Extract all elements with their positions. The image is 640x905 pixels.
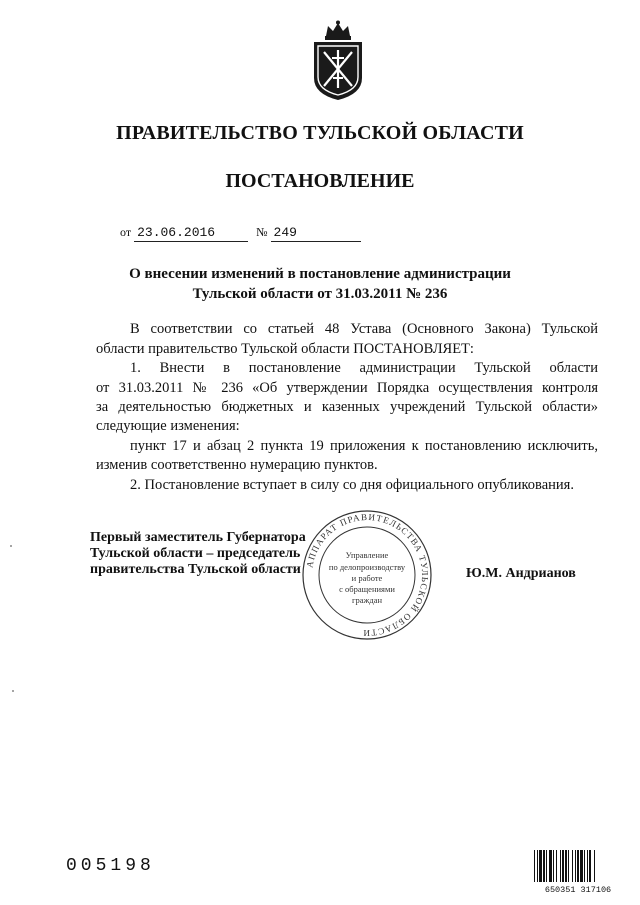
barcode: [532, 848, 624, 894]
barcode-bar: [572, 850, 573, 882]
number-label: №: [256, 225, 268, 239]
document-date: 23.06.2016: [134, 225, 248, 242]
barcode-bar: [562, 850, 564, 882]
date-label: от: [120, 225, 132, 239]
barcode-number: 650351 317106: [544, 885, 612, 894]
body-line: области правительство Тульской области ПОСТАНОВЛЯЕТ:: [96, 341, 474, 357]
barcode-bar: [534, 850, 535, 882]
barcode-bar: [549, 850, 552, 882]
signer-position-line: Первый заместитель Губернатора: [90, 530, 306, 545]
barcode-bar: [539, 850, 542, 882]
barcode-bar: [568, 850, 569, 882]
stamp-inner-line: и работе: [351, 573, 383, 583]
body-line: изменив соответственно нумерацию пунктов.: [96, 457, 378, 473]
barcode-bar: [556, 850, 557, 882]
barcode-bar: [560, 850, 561, 882]
stamp-inner-line: Управление: [345, 550, 389, 560]
signer-position-line: Тульской области – председатель: [90, 546, 301, 561]
barcode-bar: [575, 850, 576, 882]
scan-speck: [12, 690, 14, 692]
barcode-bar: [553, 850, 554, 882]
official-stamp: [300, 508, 434, 642]
body-line: пункт 17 и абзац 2 пункта 19 приложения к постановлению исключить,: [130, 438, 598, 454]
body-line: В соответствии со статьей 48 Устава (Основного Закона) Тульской: [130, 321, 598, 337]
barcode-bar: [580, 850, 583, 882]
scan-speck: [10, 545, 12, 547]
barcode-bar: [577, 850, 579, 882]
subject-line: О внесении изменений в постановление администрации: [129, 266, 511, 282]
barcode-bar: [594, 850, 595, 882]
stamp-outer-text: АППАРАТ ПРАВИТЕЛЬСТВА ТУЛЬСКОЙ ОБЛАСТИ: [304, 511, 431, 639]
body-line: от 31.03.2011 № 236 «Об утверждении Порядка осуществления контроля: [96, 380, 598, 396]
body-line: 1. Внести в постановление администрации Тульской области: [130, 360, 598, 376]
registration-line: [120, 224, 361, 242]
barcode-bar: [589, 850, 591, 882]
stamp-inner-line: граждан: [351, 595, 383, 605]
stamp-inner-line: по делопроизводству: [328, 562, 406, 572]
document-type: ПОСТАНОВЛЕНИЕ: [225, 170, 415, 192]
stamp-inner-line: с обращениями: [339, 584, 395, 594]
government-name: ПРАВИТЕЛЬСТВО ТУЛЬСКОЙ ОБЛАСТИ: [116, 122, 524, 144]
barcode-bar: [587, 850, 588, 882]
document-number: 249: [271, 225, 361, 242]
subject-line: Тульской области от 31.03.2011 № 236: [192, 286, 448, 302]
tula-coat-of-arms-icon: [310, 20, 366, 102]
barcode-bar: [537, 850, 538, 882]
signer-position: [90, 530, 306, 578]
serial-number: 005198: [66, 856, 155, 876]
barcode-bar: [565, 850, 567, 882]
barcode-bar: [546, 850, 547, 882]
signer-name: Ю.М. Андрианов: [466, 566, 576, 581]
body-line: за деятельностью бюджетных и казенных учреждений Тульской области»: [96, 399, 598, 415]
barcode-bar: [584, 850, 585, 882]
body-line: следующие изменения:: [96, 418, 240, 434]
document-subject: [120, 264, 520, 304]
body-line: 2. Постановление вступает в силу со дня официального опубликования.: [130, 477, 574, 493]
signer-position-line: правительства Тульской области: [90, 562, 301, 577]
barcode-bar: [543, 850, 545, 882]
